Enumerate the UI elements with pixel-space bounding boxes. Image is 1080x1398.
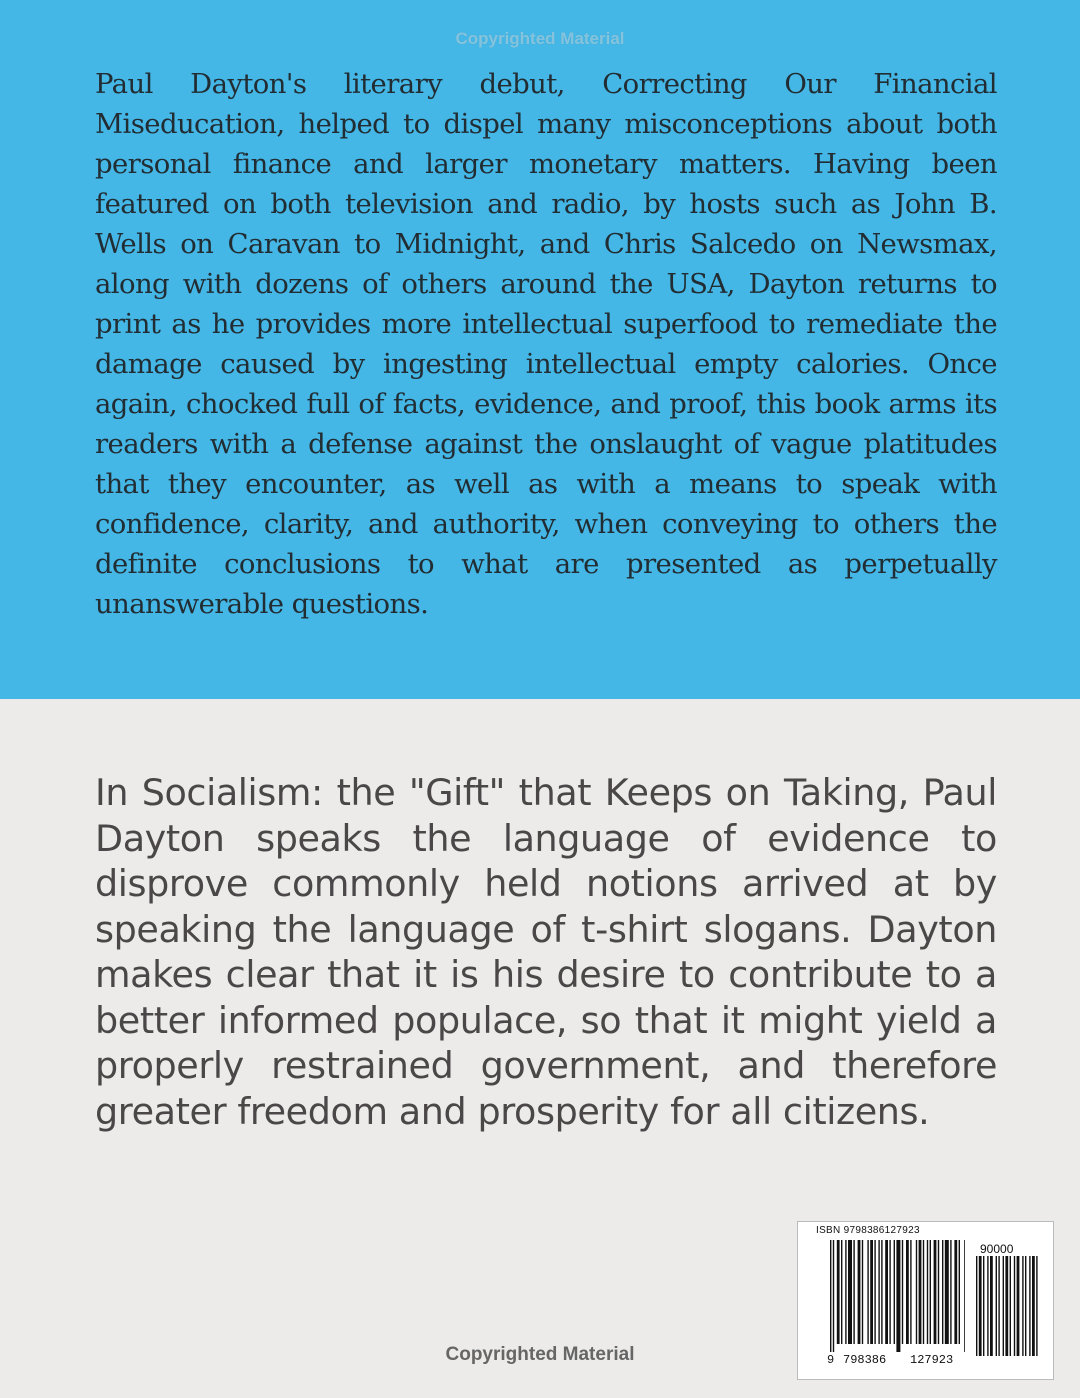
barcode-bar — [927, 1240, 928, 1344]
barcode-bar — [1036, 1256, 1037, 1356]
barcode-bar — [959, 1240, 960, 1344]
barcode-bar — [885, 1240, 888, 1344]
barcode-bar — [1014, 1256, 1015, 1356]
copyright-watermark-bottom: Copyrighted Material — [445, 1344, 635, 1365]
barcode-bar — [976, 1256, 977, 1356]
barcode-bar — [964, 1240, 965, 1352]
barcode-bar — [1017, 1256, 1020, 1356]
barcode-bar — [874, 1240, 875, 1344]
barcode-bar — [938, 1240, 939, 1344]
barcode-addon-number: 90000 — [980, 1242, 1014, 1256]
isbn-label: ISBN 9798386127923 — [816, 1225, 920, 1236]
barcode-bar — [1003, 1256, 1004, 1356]
top-blurb: Paul Dayton's literary debut, Correcting Our Financial Miseducation, helped to dispel many misconceptions about both personal finance and larger monetary matters. Having been featured on both television and radio, by hosts such as John B. Wells on Caravan to Midnight, and Chris Salcedo on Newsmax, along with dozens of others around the USA, Dayton returns to print as he provides more intellectual superfood to remediate the damage caused by ingesting intellectual empty calories. Once again, chocked full of facts, evidence, and proof, this book arms its readers with a defense against the onslaught of vague platitudes that they encounter, as well as with a means to speak with confidence, clarity, and authority, when conveying to others the definite conclusions to what are presented as perpetually unanswerable questions. — [95, 68, 997, 620]
barcode-bar — [841, 1240, 842, 1344]
copyright-watermark-top: Copyrighted Material — [455, 29, 625, 48]
barcode-bar — [1022, 1256, 1023, 1356]
barcode-bar — [881, 1240, 882, 1344]
barcode-bar — [990, 1256, 993, 1356]
barcode-bar — [916, 1240, 917, 1344]
barcode-bar — [858, 1240, 861, 1344]
barcode-bar — [945, 1240, 949, 1344]
barcode-bar — [1029, 1256, 1030, 1356]
barcode-bar — [830, 1240, 831, 1352]
barcode-bar — [870, 1240, 873, 1344]
barcode-bar — [1025, 1256, 1026, 1356]
barcode-digits-left: 798386 — [843, 1353, 887, 1367]
barcode-bar — [983, 1256, 984, 1356]
barcode-digits-right: 127923 — [910, 1353, 954, 1367]
barcode-bar — [837, 1240, 840, 1344]
barcode-bar — [923, 1240, 924, 1344]
barcode-bar — [998, 1256, 999, 1356]
barcode-bar — [1005, 1256, 1008, 1356]
barcode-bar — [987, 1256, 988, 1356]
barcode-bar — [848, 1240, 852, 1344]
barcode-bar — [919, 1240, 922, 1344]
barcode-bar — [954, 1240, 957, 1344]
barcode-bar — [878, 1240, 879, 1344]
barcode-bar — [896, 1240, 900, 1352]
barcode-bar — [833, 1240, 834, 1352]
barcode-bar — [894, 1240, 895, 1344]
barcode-bar — [1032, 1256, 1035, 1356]
barcode-digit-first: 9 — [827, 1353, 835, 1367]
barcode-bar — [845, 1240, 846, 1344]
barcode-bar — [889, 1240, 890, 1344]
barcode-bar — [867, 1240, 868, 1344]
barcode-bar — [862, 1240, 863, 1344]
barcode-bar — [1010, 1256, 1011, 1356]
bottom-blurb: In Socialism: the "Gift" that Keeps on Taking, Paul Dayton speaks the language of evidence to disprove commonly held notions arrived at by speaking the language of t-shirt slogans. Dayton makes clear that it is his desire to contribute to a better informed populace, so that it might yield a properly restrained government, and therefore greater freedom and prosperity for all citizens. — [95, 771, 997, 1133]
barcode-bar — [950, 1240, 951, 1344]
barcode-bar — [979, 1256, 982, 1356]
barcode-bar — [902, 1240, 903, 1344]
barcode-bar — [996, 1256, 997, 1356]
barcode-bar — [910, 1240, 911, 1344]
barcode-bar — [934, 1240, 937, 1344]
barcode-bar — [930, 1240, 931, 1344]
barcode-bar — [942, 1240, 943, 1344]
barcode-bar — [853, 1240, 854, 1344]
barcode-main-bars — [830, 1240, 965, 1352]
barcode-bar — [906, 1240, 909, 1344]
